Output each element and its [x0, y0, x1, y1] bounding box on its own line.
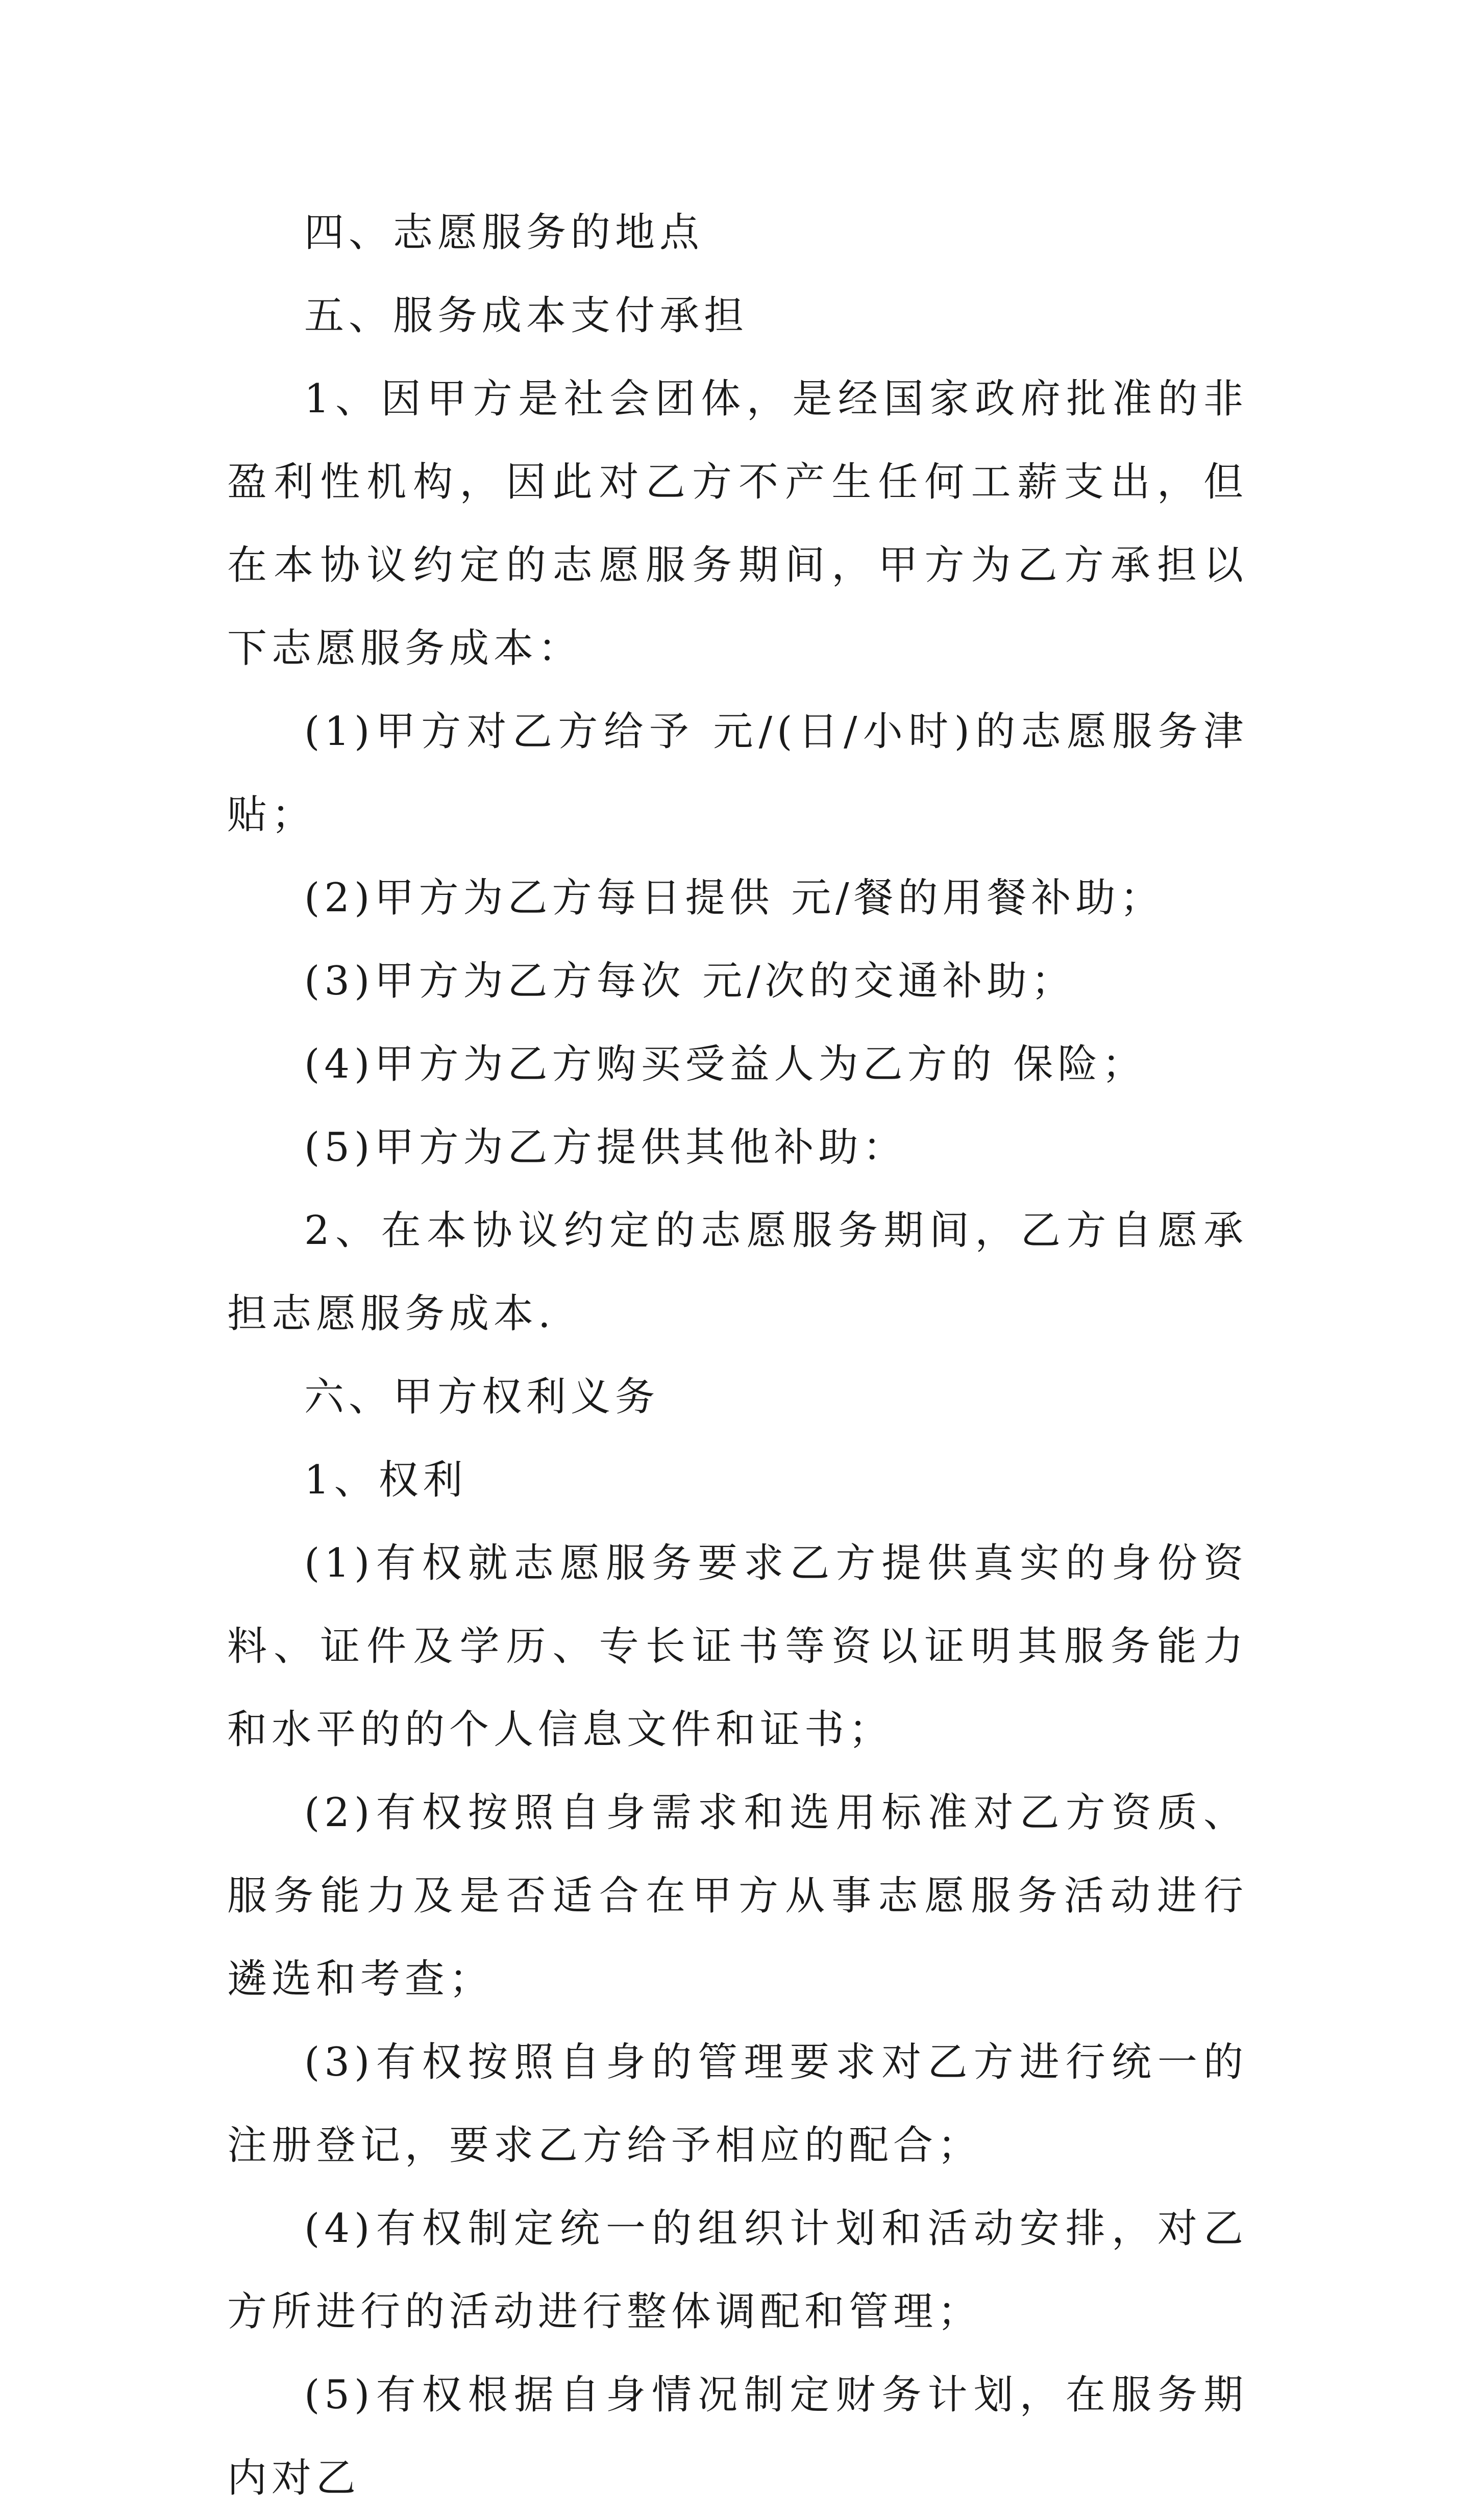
paragraph-cost-clause-1: 1、因甲方是社会团体，是经国家政府批准的非盈利性机构，因此对乙方不产生任何工薪支出，但在本协议约定的志愿服务期间，甲方为乙方承担以下志愿服务成本：: [227, 376, 1248, 671]
paragraph-cost-clause-2: 2、在本协议约定的志愿服务期间，乙方自愿承担志愿服务成本.: [227, 1208, 1248, 1337]
list-item-transport-subsidy: (3)甲方为乙方每次 元/次的交通补助；: [304, 958, 1076, 1004]
list-item-other-subsidy: (5)甲方为乙方提供其他补助：: [304, 1125, 907, 1170]
section-heading-party-a-rights: 六、甲方权利义务: [304, 1374, 660, 1420]
list-item-meal-subsidy: (2)甲方为乙方每日提供 元/餐的用餐补助；: [304, 875, 1165, 921]
list-item-right-3: (3)有权按照自身的管理要求对乙方进行统一的注册登记，要求乙方给予相应的配合；: [227, 2039, 1248, 2168]
list-item-right-1: (1)有权就志愿服务要求乙方提供真实的身份资料、证件及学历、专长证书等资以证明其服务能力和水平的的个人信息文件和证书；: [227, 1540, 1248, 1753]
list-item-right-5: (5)有权根据自身情况制定财务计划，在服务期内对乙: [227, 2372, 1248, 2501]
section-heading-service-location: 四、志愿服务的地点: [304, 210, 704, 256]
section-heading-service-cost: 五、服务成本支付承担: [304, 293, 749, 339]
list-item-insurance: (4)甲方为乙方购买受益人为乙方的 保险；: [304, 1041, 1147, 1087]
subheading-rights: 1、权利: [304, 1457, 467, 1503]
list-item-right-4: (4)有权制定统一的组织计划和活动安排，对乙方所进行的活动进行整体调配和管理；: [227, 2206, 1248, 2335]
list-item-right-2: (2)有权按照自身需求和选用标准对乙方资质、服务能力及是否适合在甲方从事志愿服务活动进行遴选和考查；: [227, 1790, 1248, 2002]
list-item-allowance: (1)甲方对乙方给予 元/(日/小时)的志愿服务津贴；: [227, 709, 1248, 838]
document-body: [227, 191, 1248, 2520]
